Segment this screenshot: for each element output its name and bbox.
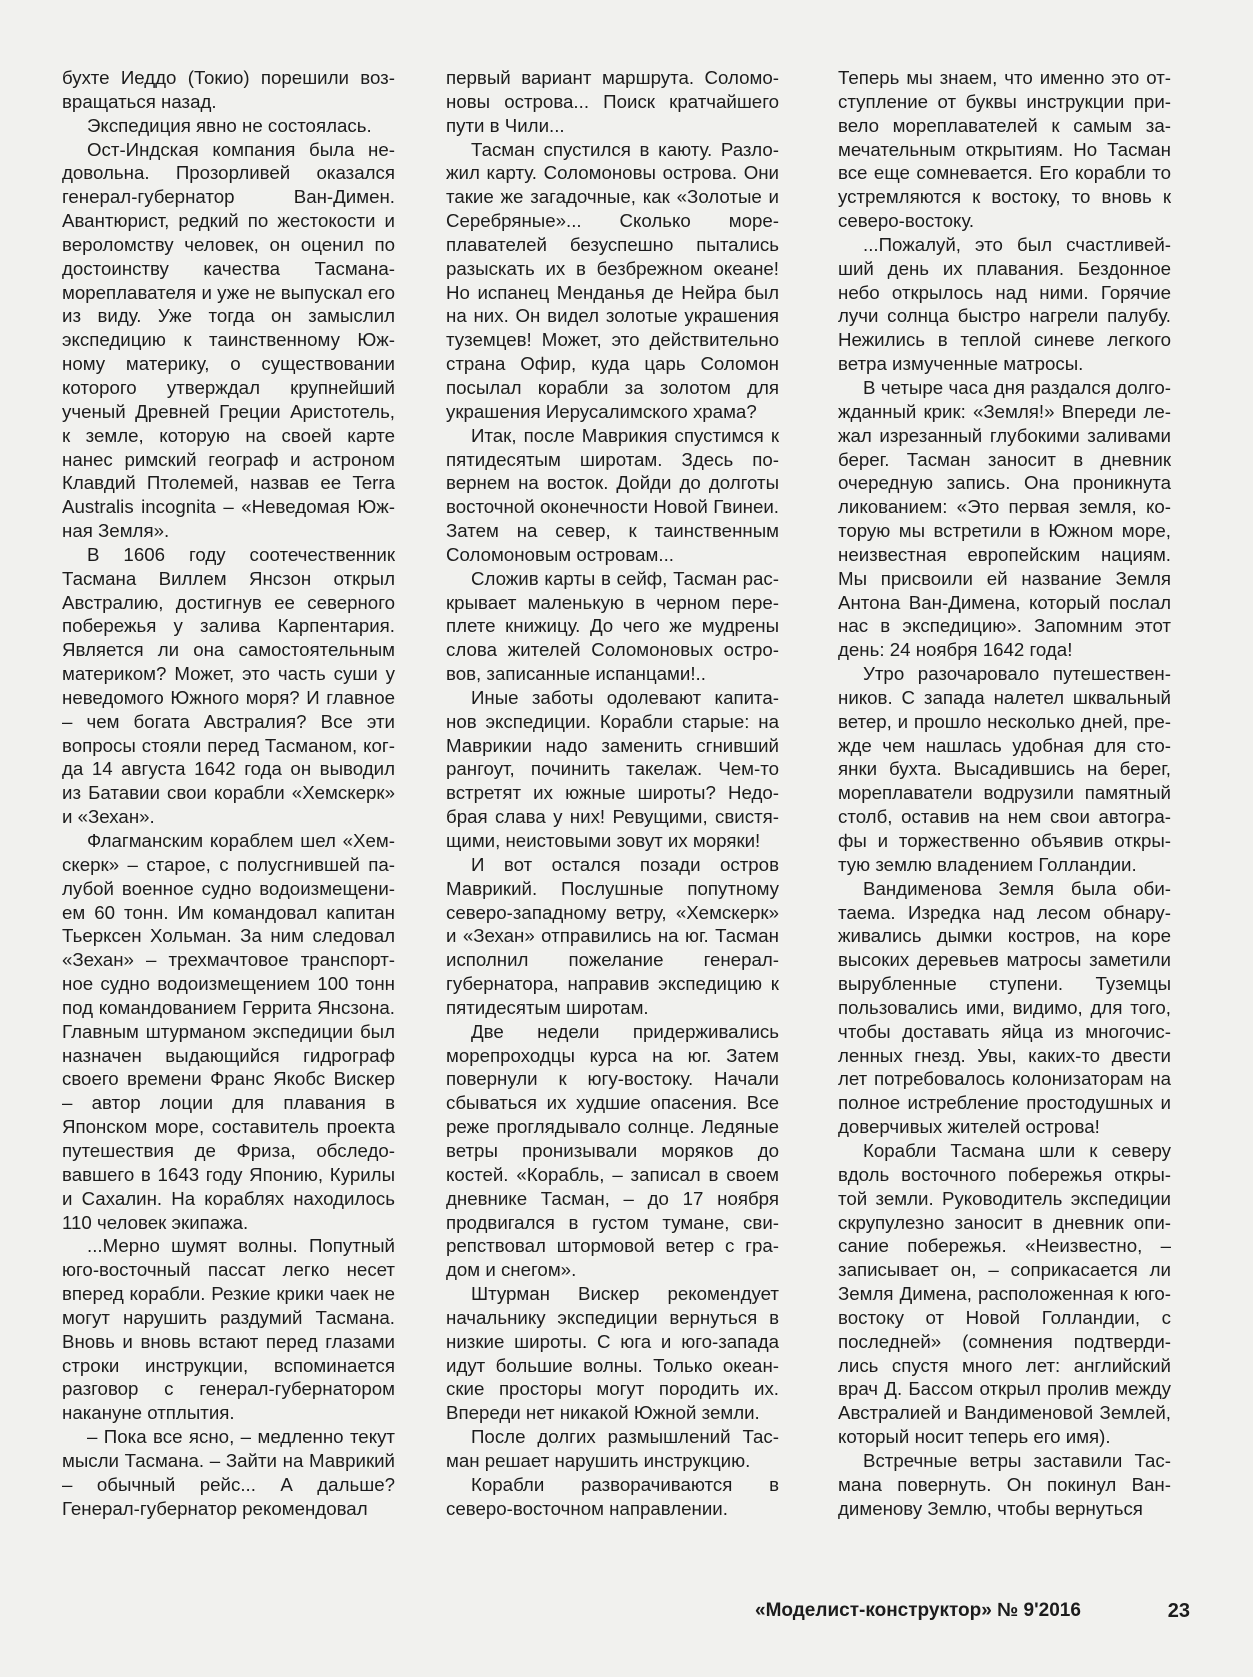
paragraph: Утро разочаровало путешественников. С запада налетел шквальный ветер, и прошло несколько дней, прежде чем нашлась удобная для стоянки бухта. Высадившись на берег, мореплаватели водрузили памятный столб, оставив на нем свои автографы и торжественно объявив открытую землю владением Голландии. <box>838 663 1171 875</box>
paragraph: В четыре часа дня раздался долгожданный крик: «Земля!» Впереди лежал изрезанный глубокими заливами берег. Тасман заносит в дневник очередную запись. Она проникнута ликованием: «Это первая земля, которую мы встретили в Южном море, неизвестная европейским нациям. Мы присвоили ей название Земля Антона Ван-Димена, который послал нас в экспедицию». Запомним этот день: 24 ноября 1642 года! <box>838 376 1171 661</box>
paragraph: В 1606 году соотечественник Тасмана Виллем Янсзон открыл Австралию, достигнув ее северного побережья у залива Карпентария. Является ли она самостоятельным материком? Может, это часть суши у неведомого Южного моря? И главное – чем богата Австралия? Все эти вопросы стояли перед Тасманом, когда 14 августа 1642 года он выводил из Батавии свои корабли «Хемскерк» и «Зехан». <box>62 543 395 828</box>
paragraph: Сложив карты в сейф, Тасман раскрывает маленькую в черном переплете книжицу. До чего же мудрены слова жителей Соломоновых островов, записанные испанцами!.. <box>446 567 779 685</box>
paragraph: Иные заботы одолевают капитанов экспедиции. Корабли старые: на Маврикии надо заменить сгнивший рангоут, починить такелаж. Чем-то встретят их южные широты? Недобрая слава у них! Ревущими, свистящими, неистовыми зовут их моряки! <box>446 686 779 851</box>
paragraph: Ост-Индская компания была недовольна. Прозорливей оказался генерал-губернатор Ван-Димен. Авантюрист, редкий по жестокости и вероломству человек, он оценил по достоинству качества Тасмана-мореплавателя и уже не выпускал его из виду. Уже тогда он замыслил экспедицию к таинственному Южному материку, о существовании которого утверждал крупнейший ученый Древней Греции Аристотель, к земле, которую на своей карте нанес римский географ и астроном Клавдий Птолемей, назвав ее Terra Australis incognita – «Неведомая Южная Земля». <box>62 138 395 542</box>
paragraph: Две недели придерживались морепроходцы курса на юг. Затем повернули к югу-востоку. Начали сбываться их худшие опасения. Все реже проглядывало солнце. Ледяные ветры пронизывали моряков до костей. «Корабль, – записал в своем дневнике Тасман, – до 17 ноября продвигался в густом тумане, свирепствовал штормовой ветер с градом и снегом». <box>446 1020 779 1281</box>
paragraph: После долгих размышлений Тасман решает нарушить инструкцию. <box>446 1426 779 1471</box>
paragraph: Флагманским кораблем шел «Хемскерк» – старое, с полусгнившей палубой военное судно водоизмещением 60 тонн. Им командовал капитан Тьерксен Хольман. За ним следовал «Зехан» – трехмачтовое транспортное судно водоизмещением 100 тонн под командованием Геррита Янсзона. Главным штурманом экспедиции был назначен выдающийся гидрограф своего времени Франс Якобс Вискер – автор лоции для плавания в Японском море, составитель проекта путешествия де Фриза, обследовавшего в 1643 году Японию, Курилы и Сахалин. На кораблях находилось 110 человек экипажа. <box>62 830 395 1233</box>
paragraph: Корабли разворачиваются в северо-восточном направлении. <box>446 1473 779 1519</box>
paragraph: бухте Иеддо (Токио) порешили возвращаться назад. <box>62 67 395 112</box>
paragraph: ...Мерно шумят волны. Попутный юго-восточный пассат легко несет вперед корабли. Резкие крики чаек не могут нарушить раздумий Тасмана. Вновь и вновь встают перед глазами строки инструкции, вспоминается разговор с генерал-губернатором накануне отплытия. <box>62 1235 395 1424</box>
text-column-2 <box>446 66 779 1520</box>
text-column-1 <box>62 66 395 1520</box>
paragraph: первый вариант маршрута. Соломоновы острова... Поиск кратчайшего пути в Чили... <box>446 67 779 136</box>
paragraph: Штурман Вискер рекомендует начальнику экспедиции вернуться в низкие широты. С юга и юго-запада идут большие волны. Только океанские просторы могут породить их. Впереди нет никакой Южной земли. <box>446 1283 779 1424</box>
paragraph: Вандименова Земля была обитаема. Изредка над лесом обнаруживались дымки костров, на коре высоких деревьев матросы заметили вырубленные ступени. Туземцы пользовались ими, видимо, для того, чтобы доставать яйца из многочисленных гнезд. Увы, каких-то двести лет потребовалось колонизаторам на полное истребление простодушных и доверчивых жителей острова! <box>838 877 1171 1138</box>
magazine-issue: «Моделист-конструктор» № 9'2016 <box>755 1600 1081 1621</box>
paragraph: И вот остался позади остров Маврикий. Послушные попутному северо-западному ветру, «Хемскерк» и «Зехан» отправились на юг. Тасман исполнил пожелание генерал-губернатора, направив экспедицию к пятидесятым широтам. <box>446 853 779 1018</box>
paragraph: Теперь мы знаем, что именно это отступление от буквы инструкции привело мореплавателей к самым замечательным открытиям. Но Тасман все еще сомневается. Его корабли то устремляются к востоку, то вновь к северо-востоку. <box>838 67 1171 232</box>
paragraph: Тасман спустился в каюту. Разложил карту. Соломоновы острова. Они такие же загадочные, как «Золотые и Серебряные»... Сколько мореплавателей безуспешно пытались разыскать их в безбрежном океане! Но испанец Менданья де Нейра был на них. Он видел золотые украшения туземцев! Может, это действительно страна Офир, куда царь Соломон посылал корабли за золотом для украшения Иерусалимского храма? <box>446 138 779 422</box>
paragraph: Итак, после Маврикия спустимся к пятидесятым широтам. Здесь повернем на восток. Дойди до долготы восточной оконечности Новой Гвинеи. Затем на север, к таинственным Соломоновым островам... <box>446 424 779 565</box>
paragraph: ...Пожалуй, это был счастливейший день их плавания. Бездонное небо открылось над ними. Горячие лучи солнца быстро нагрели палубу. Нежились в теплой синеве легкого ветра измученные матросы. <box>838 233 1171 375</box>
paragraph: Корабли Тасмана шли к северу вдоль восточного побережья открытой земли. Руководитель экспедиции скрупулезно заносит в дневник описание побережья. «Неизвестно, – записывает он, – соприкасается ли Земля Димена, расположенная к юго-востоку от Новой Голландии, с последней» (сомнения подтвердились спустя много лет: английский врач Д. Бассом открыл пролив между Австралией и Вандименовой Землей, который носит теперь его имя). <box>838 1139 1171 1448</box>
paragraph: Встречные ветры заставили Тасмана повернуть. Он покинул Вандименову Землю, чтобы вернуться <box>838 1449 1171 1519</box>
paragraph: – Пока все ясно, – медленно текут мысли Тасмана. – Зайти на Маврикий – обычный рейс... А дальше? Генерал-губернатор рекомендовал <box>62 1426 395 1519</box>
paragraph: Экспедиция явно не состоялась. <box>87 114 372 136</box>
page-number: 23 <box>1167 1600 1190 1622</box>
text-column-3 <box>838 66 1171 1520</box>
